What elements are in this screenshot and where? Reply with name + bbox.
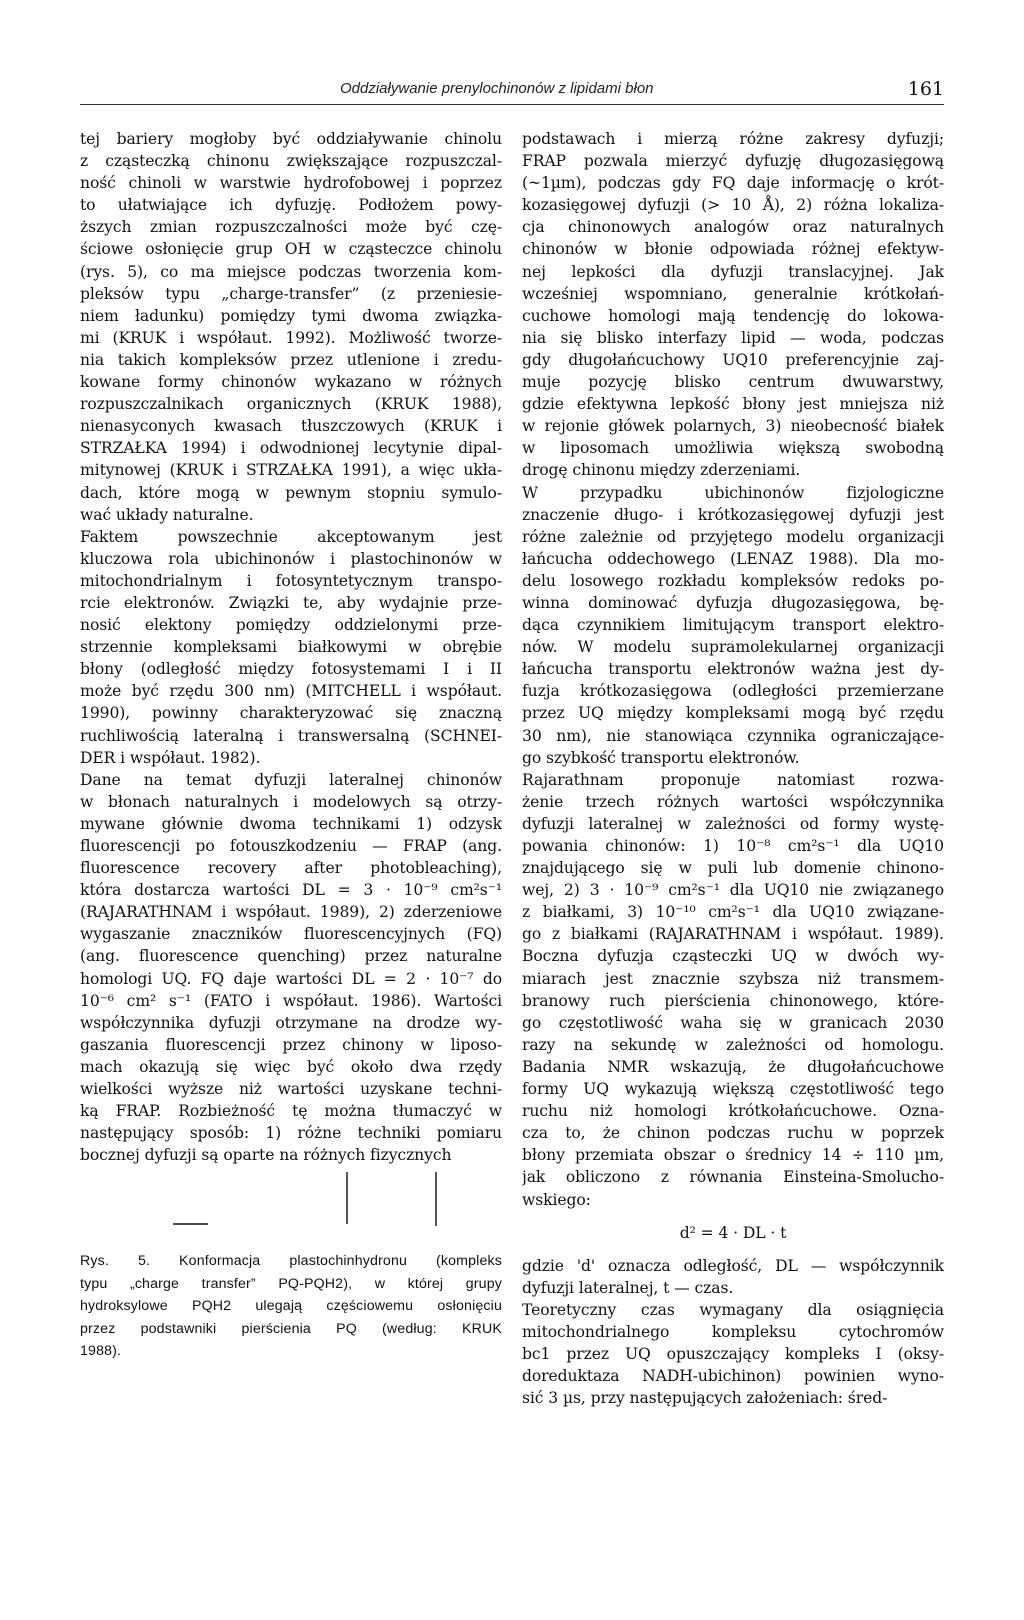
text-line: 1988).: [80, 1343, 122, 1359]
text-line: nej lepkości dla dyfuzji translacyjnej. Jak: [522, 262, 944, 281]
text-line: doreduktaza NADH-ubichinon) powinien wyno-: [522, 1367, 944, 1386]
text-line: w liposomach umożliwia większą swobodną: [522, 439, 944, 458]
text-line: (ang. fluorescence quenching) przez naturalne: [80, 947, 502, 966]
text-line: niem ładunku) pomiędzy tymi dwoma związka-: [80, 306, 502, 325]
text-line: razy na sekundę w zależności od homologu.: [522, 1035, 944, 1054]
text-line: 10⁻⁶ cm² s⁻¹ (FATO i współaut. 1986). Wartości: [80, 991, 502, 1010]
text-line: wcześniej wspomniano, generalnie krótkołań-: [522, 284, 944, 303]
text-line: wielkości wyższe niż wartości uzyskane techni-: [80, 1080, 502, 1099]
text-line: drogę chinonu między zderzeniami.: [522, 461, 801, 480]
text-line: DER i współaut. 1982).: [80, 748, 261, 767]
figure-5: [80, 1160, 502, 1620]
text-line: dąca czynnikiem limitującym transport elektro-: [522, 616, 944, 635]
text-line: Rajarathnam proponuje natomiast rozwa-: [522, 770, 944, 789]
text-line: cuchowe homologi mają tendencję do lokowa-: [522, 306, 944, 325]
text-line: ruchliwością lateralną i transwersalną (SCHNEI-: [80, 726, 502, 745]
text-line: bocznej dyfuzji są oparte na różnych fizycznych: [80, 1146, 452, 1165]
right-column: [522, 128, 944, 1409]
text-line: która dostarcza wartości DL = 3 · 10⁻⁹ cm²s⁻¹: [80, 881, 502, 900]
text-line: gaszania fluorescencji przez chinony w liposo-: [80, 1035, 502, 1054]
text-line: Dane na temat dyfuzji lateralnej chinonów: [80, 770, 502, 789]
text-line: kluczowa rola ubichinonów i plastochinonów w: [80, 549, 502, 568]
text-line: chinonów w błonie odpowiada różnej efektyw-: [522, 240, 944, 259]
text-line: rozpuszczalnikach organicznych (KRUK 1988),: [80, 395, 502, 414]
text-line: homologi UQ. FQ daje wartości DL = 2 · 10⁻⁷ do: [80, 969, 502, 988]
text-line: Badania NMR wskazują, że długołańcuchowe: [522, 1057, 944, 1076]
text-line: hydroksylowe PQH2 ulegają częściowemu osłonięciu: [80, 1298, 502, 1314]
text-line: łańcucha transportu elektronów ważna jest dy-: [522, 660, 944, 679]
left-column: [80, 128, 502, 1166]
text-line: powania chinonów: 1) 10⁻⁸ cm²s⁻¹ dla UQ10: [522, 837, 944, 855]
text-line: ruchu niż homologi krótkołańcuchowe. Ozna-: [522, 1102, 944, 1121]
text-line: winna dominować dyfuzja długozasięgowa, bę-: [522, 593, 944, 612]
text-line: mitochondrialnym i fotosyntetycznym transpo-: [80, 571, 502, 590]
figure-5-structure: [80, 1160, 502, 1240]
text-line: w rejonie główek polarnych, 3) nieobecność białek: [522, 417, 944, 436]
text-line: (rys. 5), co ma miejsce podczas tworzenia kom-: [80, 262, 502, 281]
text-line: nia takich kompleksów przez utlenione i zredu-: [80, 350, 502, 369]
text-line: rcie elektronów. Związki te, aby wydajnie prze-: [80, 593, 502, 612]
text-line: nosić elektony pomiędzy oddzielonymi prze-: [80, 616, 502, 635]
text-line: gdzie 'd' oznacza odległość, DL — współczynnik: [522, 1256, 944, 1275]
text-line: delu losowego rozkładu kompleksów redoks po-: [522, 571, 944, 590]
text-line: znajdującego się w puli lub domenie chinono-: [522, 859, 944, 878]
text-line: mach okazują się więc być około dwa rzędy: [80, 1057, 502, 1076]
text-line: go szybkość transportu elektronów.: [522, 748, 800, 767]
text-line: następujący sposób: 1) różne techniki pomiaru: [80, 1124, 502, 1143]
text-line: miarach jest znacznie szybsza niż transmem-: [522, 969, 944, 988]
text-line: ższych zmian rozpuszczalności może być czę-: [80, 218, 502, 237]
text-line: żenie trzech różnych wartości współczynnika: [522, 792, 944, 811]
text-line: (~1µm), podczas gdy FQ daje informację o krót-: [522, 174, 944, 193]
text-line: STRZAŁKA 1994) i odwodnionej lecytynie dipal-: [80, 439, 502, 458]
text-line: strzennie kompleksami białkowymi w obrębie: [80, 638, 502, 657]
text-line: W przypadku ubichinonów fizjologiczne: [522, 483, 944, 502]
text-line: fuzja krótkozasięgowa (odległości przemierzane: [522, 682, 944, 701]
text-line: cza to, że chinon podczas ruchu w poprzek: [522, 1124, 944, 1143]
text-line: to ułatwiające ich dyfuzję. Podłożem powy-: [80, 196, 502, 215]
text-line: nia się blisko interfazy lipid — woda, podczas: [522, 328, 944, 347]
text-line: nienasyconych kwasach tłuszczowych (KRUK i: [80, 417, 502, 436]
text-line: wskiego:: [522, 1190, 591, 1209]
text-line: współczynnika dyfuzji otrzymane na drodze wy-: [80, 1013, 502, 1032]
text-line: typu „charge transfer” PQ-PQH2), w której grupy: [80, 1275, 502, 1292]
running-title: Oddziaływanie prenylochinonów z lipidami błon: [340, 80, 654, 97]
text-line: Boczna dyfuzja cząsteczki UQ w dwóch wy-: [522, 947, 944, 966]
text-line: tej bariery mogłoby być oddziaływanie chinolu: [80, 130, 502, 148]
text-line: przez UQ między kompleksami mogą być rzędu: [522, 704, 944, 723]
text-line: go częstotliwość waha się w granicach 2030: [522, 1013, 944, 1032]
text-line: kozasięgowej dyfuzji (> 10 Å), 2) różna lokaliza-: [522, 196, 944, 215]
text-line: 1990), powinny charakteryzować się znaczną: [80, 704, 502, 723]
text-line: Faktem powszechnie akceptowanym jest: [80, 527, 502, 546]
text-line: jak obliczono z równania Einsteina-Smolucho-: [522, 1168, 944, 1187]
text-line: ką FRAP. Rozbieżność tę można tłumaczyć w: [80, 1102, 502, 1121]
text-line: dach, które mogą w pewnym stopniu symulo-: [80, 483, 502, 502]
equation: d² = 4 · DL · t: [679, 1223, 787, 1242]
text-line: formy UQ wykazują większą częstotliwość tego: [522, 1080, 944, 1099]
text-line: różne zależnie od przyjętego modelu organizacji: [522, 527, 944, 546]
text-line: fluorescencji po fotouszkodzeniu — FRAP (ang.: [80, 837, 502, 855]
text-line: znaczenie długo- i krótkozasięgowej dyfuzji jest: [522, 505, 944, 524]
text-line: z białkami, 3) 10⁻¹⁰ cm²s⁻¹ dla UQ10 związane-: [522, 903, 944, 922]
text-line: Rys. 5. Konformacja plastochinhydronu (kompleks: [80, 1253, 502, 1269]
text-line: FRAP pozwala mierzyć dyfuzję długozasięgową: [522, 152, 944, 171]
text-line: mitynowej (KRUK i STRZAŁKA 1991), a więc ukła-: [80, 461, 502, 480]
text-line: wać układy naturalne.: [80, 505, 254, 524]
text-line: z cząsteczką chinonu zwiększające rozpuszczal-: [80, 152, 502, 171]
text-line: go z białkami (RAJARATHNAM i współaut. 1989).: [522, 925, 944, 944]
text-line: błony (odległość między fotosystemami I i II: [80, 660, 502, 679]
text-line: pleksów typu „charge-transfer” (z przeniesie-: [80, 284, 502, 303]
text-line: w błonach naturalnych i modelowych są otrzy-: [80, 792, 502, 811]
text-line: wej, 2) 3 · 10⁻⁹ cm²s⁻¹ dla UQ10 nie związanego: [522, 881, 944, 900]
text-line: bc1 przez UQ opuszczający kompleks I (oksy-: [522, 1345, 944, 1364]
text-line: błony przemiata obszar o średnicy 14 ÷ 110 µm,: [522, 1146, 944, 1165]
text-line: cja chinonowych analogów oraz naturalnych: [522, 218, 944, 237]
page-number: 161: [907, 78, 944, 100]
text-line: dyfuzji lateralnej, t — czas.: [522, 1278, 734, 1297]
text-line: wygaszanie znaczników fluorescencyjnych (FQ): [80, 925, 502, 944]
text-line: przez podstawniki pierścienia PQ (według: KRUK: [80, 1320, 502, 1337]
text-line: kowane formy chinonów wykazano w różnych: [80, 373, 502, 392]
page-header: [80, 78, 944, 102]
header-rule: [80, 104, 944, 105]
text-line: dyfuzji lateralnej w zależności od formy wystę-: [522, 814, 944, 833]
text-line: ściowe osłonięcie grup OH w cząsteczce chinolu: [80, 240, 502, 259]
text-line: mitochondrialnego kompleksu cytochromów: [522, 1322, 944, 1341]
text-line: nów. W modelu supramolekularnej organizacji: [522, 638, 944, 657]
text-line: ność chinoli w warstwie hydrofobowej i poprzez: [80, 174, 502, 193]
text-line: mi (KRUK i współaut. 1992). Możliwość tworze-: [80, 328, 502, 347]
text-line: 30 nm), nie stanowiąca czynnika ograniczające-: [522, 726, 944, 745]
text-line: gdzie efektywna lepkość błony jest mniejsza niż: [522, 395, 944, 414]
text-line: Teoretyczny czas wymagany dla osiągnięcia: [522, 1300, 944, 1319]
text-line: (RAJARATHNAM i współaut. 1989), 2) zderzeniowe: [80, 903, 502, 922]
figure-caption: [80, 1250, 502, 1363]
text-line: muje pozycję blisko centrum dwuwarstwy,: [522, 373, 944, 392]
text-line: sić 3 µs, przy następujących założeniach: śred-: [522, 1389, 888, 1408]
text-line: mywane głównie dwoma technikami 1) odzysk: [80, 814, 502, 833]
text-line: branowy ruch pierścienia chinonowego, które-: [522, 991, 944, 1010]
text-line: może być rzędu 300 nm) (MITCHELL i współaut.: [80, 682, 502, 701]
text-line: fluorescence recovery after photobleaching),: [80, 859, 502, 878]
text-line: łańcucha oddechowego (LENAZ 1988). Dla mo-: [522, 549, 944, 568]
text-line: gdy długołańcuchowy UQ10 preferencyjnie zaj-: [522, 350, 944, 369]
text-line: podstawach i mierzą różne zakresy dyfuzji;: [522, 130, 944, 148]
